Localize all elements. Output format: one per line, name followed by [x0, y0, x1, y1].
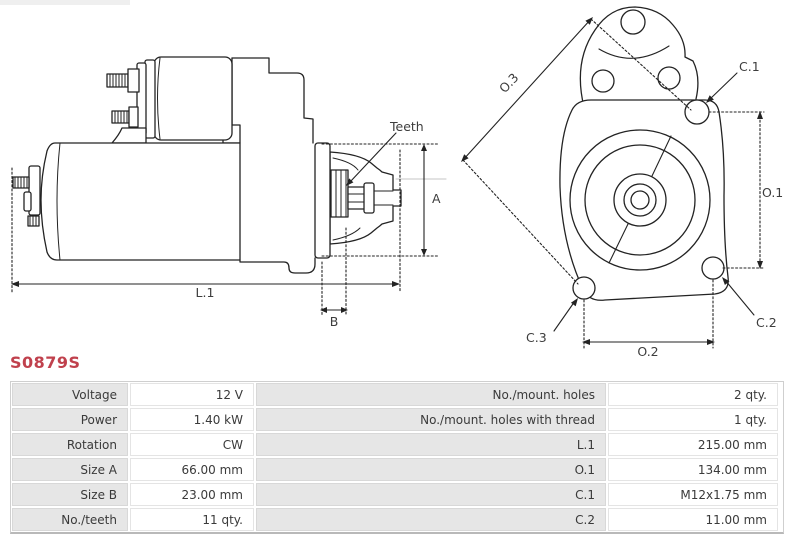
spec-label: No./teeth — [12, 508, 128, 531]
drive-end-bell — [315, 143, 401, 258]
part-number: S0879S — [10, 353, 81, 372]
drive-housing-outline — [232, 58, 313, 143]
mount-hole-c1 — [685, 100, 709, 124]
bracket-hole-top — [621, 10, 645, 34]
spec-label: O.1 — [256, 458, 606, 481]
leader-C3 — [554, 298, 578, 331]
spec-label: L.1 — [256, 433, 606, 456]
label-b: B — [329, 314, 339, 329]
spec-label: No./mount. holes — [256, 383, 606, 406]
mounting-flange — [560, 100, 728, 300]
pinion-gear — [331, 170, 348, 217]
solenoid-front-bracket — [112, 128, 146, 143]
spec-label: No./mount. holes with thread — [256, 408, 606, 431]
leader-C2 — [722, 277, 754, 315]
leader-C1 — [706, 73, 737, 103]
spec-value: 2 qty. — [608, 383, 778, 406]
spec-value: CW — [130, 433, 254, 456]
spec-label: Power — [12, 408, 128, 431]
spec-label: C.1 — [256, 483, 606, 506]
label-teeth: Teeth — [390, 119, 424, 134]
solenoid-terminal-stud-1 — [107, 69, 139, 92]
spec-value: 1 qty. — [608, 408, 778, 431]
spec-label: Size A — [12, 458, 128, 481]
spec-label: Size B — [12, 483, 128, 506]
label-c2: C.2 — [756, 315, 777, 330]
spec-value: 134.00 mm — [608, 458, 778, 481]
spec-value: 11.00 mm — [608, 508, 778, 531]
label-c1: C.1 — [739, 59, 760, 74]
label-o1: O.1 — [762, 185, 784, 200]
bracket-hole-left — [592, 70, 614, 92]
housing-lower-bracket — [240, 258, 315, 273]
front-view-drawing — [461, 7, 764, 348]
solenoid-terminal-stud-2 — [112, 107, 138, 127]
top-mounting-bracket — [580, 7, 698, 107]
spec-value: 11 qty. — [130, 508, 254, 531]
spec-value: 12 V — [130, 383, 254, 406]
label-a: A — [432, 191, 441, 206]
spec-label: Rotation — [12, 433, 128, 456]
label-c3: C.3 — [526, 330, 547, 345]
label-o2: O.2 — [637, 344, 659, 359]
spec-value: 215.00 mm — [608, 433, 778, 456]
spec-table — [10, 381, 784, 534]
mount-hole-c2 — [702, 257, 724, 279]
rear-terminal-stud — [13, 166, 40, 226]
solenoid — [107, 57, 232, 143]
label-l1: L.1 — [195, 285, 215, 300]
mount-hole-c3 — [573, 277, 595, 299]
spec-label: Voltage — [12, 383, 128, 406]
spec-value: 1.40 kW — [130, 408, 254, 431]
motor-body — [13, 143, 240, 260]
label-o3: O.3 — [495, 70, 522, 96]
spec-label: C.2 — [256, 508, 606, 531]
spec-value: M12x1.75 mm — [608, 483, 778, 506]
spec-value: 66.00 mm — [130, 458, 254, 481]
bracket-hole-right — [658, 67, 680, 89]
spec-value: 23.00 mm — [130, 483, 254, 506]
side-view-drawing — [11, 57, 446, 316]
